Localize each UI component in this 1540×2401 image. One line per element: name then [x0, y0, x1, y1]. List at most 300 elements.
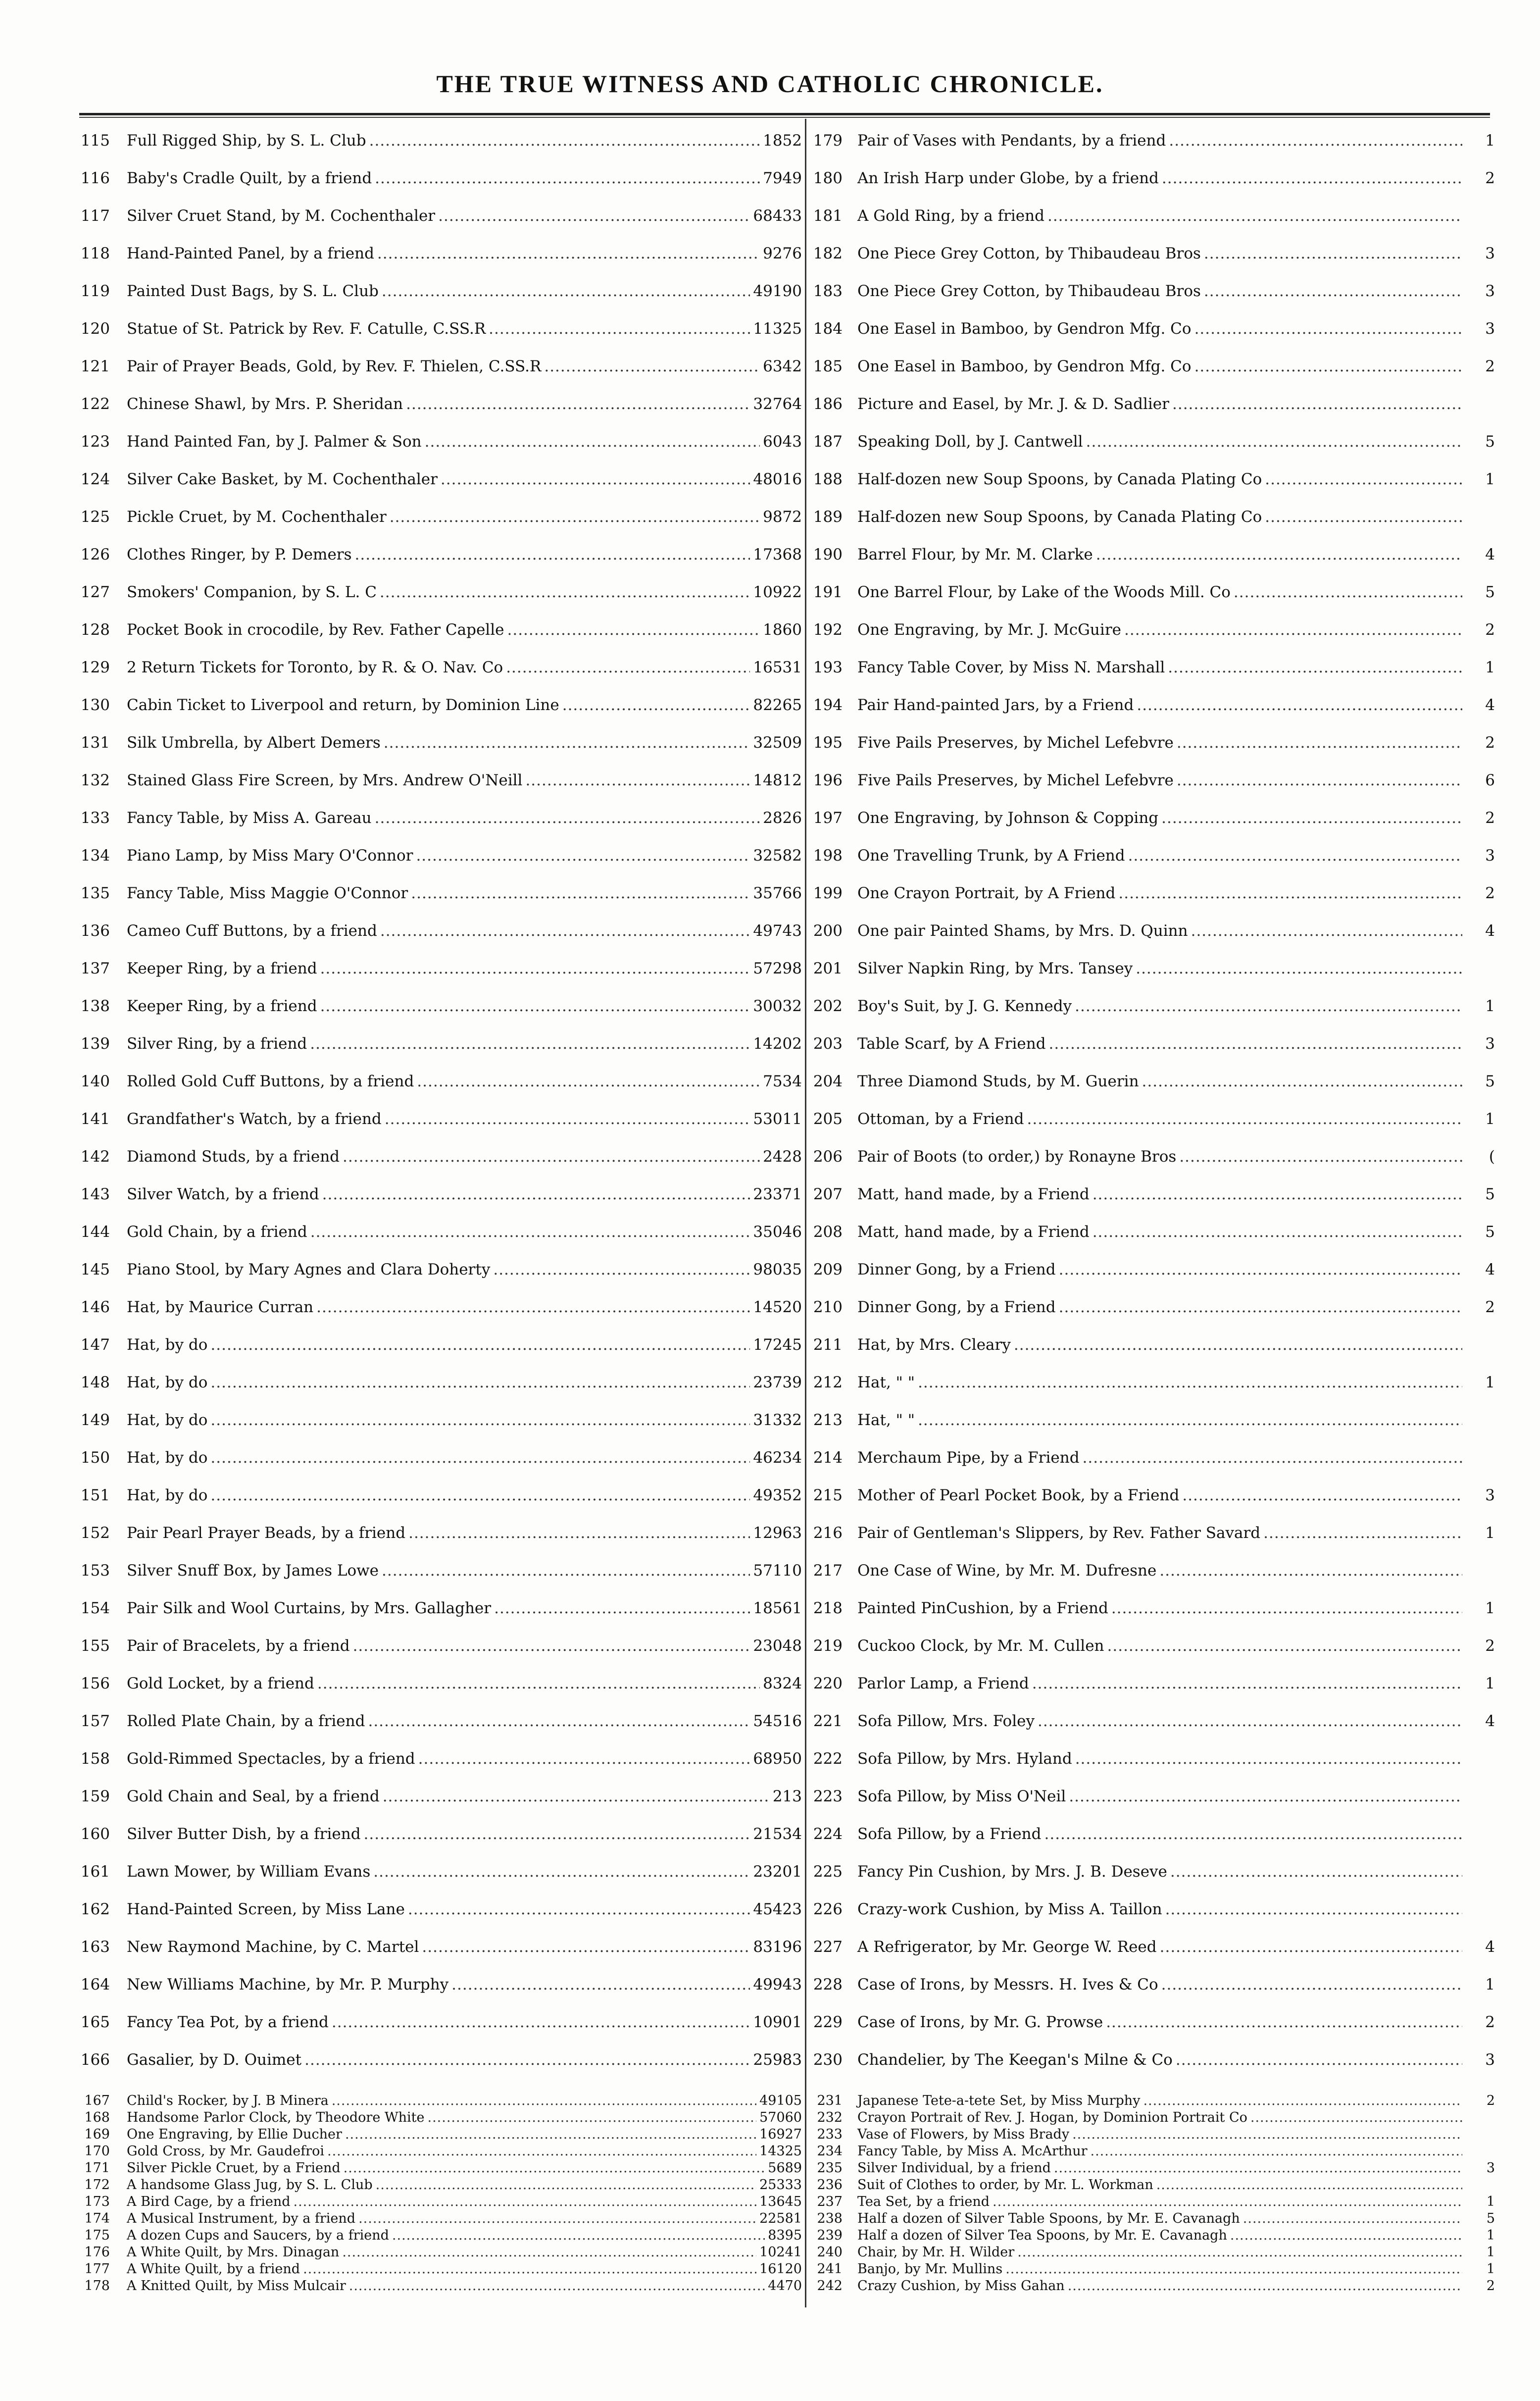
- list-item: [74, 1334, 802, 1356]
- item-number: 120: [80, 320, 110, 338]
- leader-dots: [1072, 2126, 1462, 2143]
- item-number: 147: [80, 1336, 110, 1354]
- list-item: [74, 2210, 802, 2227]
- item-description: Silver Napkin Ring, by Mrs. Tansey: [857, 960, 1133, 977]
- item-description: Keeper Ring, by a friend: [127, 960, 317, 977]
- leader-dots: [1168, 657, 1462, 678]
- leader-dots: [294, 2194, 757, 2210]
- item-number: 194: [813, 696, 843, 714]
- leader-dots: [1230, 2227, 1462, 2244]
- item-number: 227: [813, 1938, 843, 1956]
- item-description: Silver Butter Dish, by a friend: [127, 1825, 361, 1843]
- ticket-number: 2: [1485, 358, 1495, 375]
- item-description: Hat, by do: [127, 1374, 208, 1391]
- list-item: [812, 506, 1495, 528]
- item-number: 118: [80, 245, 110, 262]
- ticket-number: 7534: [763, 1073, 802, 1090]
- ticket-number: 10922: [753, 583, 802, 601]
- list-item: [812, 958, 1495, 979]
- item-description: One pair Painted Shams, by Mrs. D. Quinn: [857, 922, 1188, 940]
- ticket-number: 25333: [759, 2177, 802, 2193]
- leader-dots: [1059, 1296, 1462, 1318]
- list-item: [812, 2261, 1495, 2278]
- item-number: 238: [817, 2211, 843, 2226]
- ticket-number: 25983: [753, 2051, 802, 2069]
- leader-dots: [1047, 205, 1462, 227]
- leader-dots: [332, 2011, 750, 2033]
- ticket-number: 1: [1485, 1374, 1495, 1391]
- header-rule: [79, 113, 1490, 115]
- list-item: [74, 807, 802, 829]
- list-item: [812, 1748, 1495, 1770]
- item-description: Cuckoo Clock, by Mr. M. Cullen: [857, 1637, 1104, 1655]
- list-item: [74, 1484, 802, 1506]
- leader-dots: [316, 1296, 750, 1318]
- item-number: 237: [817, 2194, 843, 2209]
- ticket-number: 23201: [753, 1863, 802, 1881]
- item-description: Picture and Easel, by Mr. J. & D. Sadlier: [857, 395, 1169, 413]
- item-description: Hat, " ": [857, 1374, 915, 1391]
- list-item: [812, 807, 1495, 829]
- ticket-number: 2: [1485, 2013, 1495, 2031]
- ticket-number: 2: [1485, 884, 1495, 902]
- ticket-number: 1: [1485, 659, 1495, 676]
- leader-dots: [1204, 243, 1462, 264]
- item-number: 179: [813, 132, 843, 150]
- list-item: [812, 205, 1495, 227]
- leader-dots: [210, 1334, 750, 1356]
- item-description: Fancy Tea Pot, by a friend: [127, 2013, 329, 2031]
- leader-dots: [1162, 167, 1462, 189]
- leader-dots: [1170, 1861, 1462, 1883]
- leader-dots: [918, 1409, 1462, 1431]
- ticket-number: 2: [1485, 1637, 1495, 1655]
- ticket-number: 83196: [753, 1938, 802, 1956]
- list-item: [812, 2210, 1495, 2227]
- leader-dots: [1069, 1786, 1462, 1807]
- item-number: 196: [813, 771, 843, 789]
- list-item: [74, 2177, 802, 2194]
- item-description: Hat, by Mrs. Cleary: [857, 1336, 1011, 1354]
- ticket-number: 1: [1485, 1675, 1495, 1692]
- item-description: Ottoman, by a Friend: [857, 1110, 1024, 1128]
- leader-dots: [1136, 958, 1462, 979]
- list-item: [74, 958, 802, 979]
- item-description: Gold Chain, by a friend: [127, 1223, 307, 1241]
- list-item: [74, 1974, 802, 1995]
- item-number: 191: [813, 583, 843, 601]
- ticket-number: 5: [1485, 1073, 1495, 1090]
- list-item: [74, 920, 802, 942]
- item-description: Stained Glass Fire Screen, by Mrs. Andrew O'Neill: [127, 771, 523, 789]
- item-description: A dozen Cups and Saucers, by a friend: [127, 2228, 389, 2243]
- list-item: [74, 2160, 802, 2177]
- item-number: 150: [80, 1449, 110, 1467]
- list-item: [812, 2093, 1495, 2109]
- list-item: [812, 581, 1495, 603]
- ticket-number: 49352: [753, 1486, 802, 1504]
- list-item: [812, 845, 1495, 867]
- item-description: Half a dozen of Silver Table Spoons, by Mr. E. Cavanagh: [857, 2211, 1240, 2226]
- item-number: 137: [80, 960, 110, 977]
- ticket-number: 8395: [768, 2228, 802, 2243]
- list-item: [812, 1673, 1495, 1694]
- ticket-number: 4: [1485, 1261, 1495, 1278]
- leader-dots: [1176, 2049, 1462, 2071]
- ticket-number: 1: [1485, 997, 1495, 1015]
- list-item: [74, 1372, 802, 1393]
- list-item: [74, 1597, 802, 1619]
- ticket-number: 213: [772, 1788, 802, 1805]
- leader-dots: [1137, 694, 1462, 716]
- leader-dots: [1179, 1146, 1462, 1168]
- list-item: [812, 2143, 1495, 2160]
- ticket-number: 4: [1485, 546, 1495, 563]
- list-item: [74, 2093, 802, 2109]
- leader-dots: [1032, 1673, 1462, 1694]
- ticket-number: 82265: [753, 696, 802, 714]
- list-item: [74, 1673, 802, 1694]
- leader-dots: [1068, 2278, 1462, 2295]
- leader-dots: [382, 1560, 750, 1582]
- list-item: [812, 1974, 1495, 1995]
- list-item: [812, 431, 1495, 453]
- item-number: 131: [80, 734, 110, 752]
- list-item: [812, 1898, 1495, 1920]
- item-number: 122: [80, 395, 110, 413]
- item-description: Hat, " ": [857, 1411, 915, 1429]
- list-item: [74, 694, 802, 716]
- list-item: [812, 1372, 1495, 1393]
- leader-dots: [428, 2109, 757, 2126]
- item-description: Silver Snuff Box, by James Lowe: [127, 1562, 379, 1580]
- list-item: [74, 130, 802, 152]
- item-description: Cabin Ticket to Liverpool and return, by Dominion Line: [127, 696, 559, 714]
- leader-dots: [918, 1372, 1462, 1393]
- item-number: 217: [813, 1562, 843, 1580]
- ticket-number: 16927: [759, 2127, 802, 2142]
- item-number: 211: [813, 1336, 843, 1354]
- leader-dots: [304, 2049, 750, 2071]
- item-description: Gold-Rimmed Spectacles, by a friend: [127, 1750, 415, 1768]
- item-number: 221: [813, 1712, 843, 1730]
- leader-dots: [1169, 130, 1462, 152]
- list-item: [74, 1898, 802, 1920]
- ticket-number: 7949: [763, 169, 802, 187]
- leader-dots: [1054, 2160, 1462, 2177]
- item-description: A White Quilt, by a friend: [127, 2261, 300, 2277]
- ticket-number: 18561: [753, 1599, 802, 1617]
- item-number: 177: [84, 2261, 110, 2277]
- item-number: 170: [84, 2144, 110, 2159]
- item-number: 173: [84, 2194, 110, 2209]
- list-item: [74, 2278, 802, 2295]
- list-item: [74, 1108, 802, 1130]
- list-item: [812, 2244, 1495, 2261]
- item-description: Diamond Studs, by a friend: [127, 1148, 340, 1166]
- item-number: 184: [813, 320, 843, 338]
- item-description: Rolled Gold Cuff Buttons, by a friend: [127, 1073, 414, 1090]
- item-number: 175: [84, 2228, 110, 2243]
- item-number: 123: [80, 433, 110, 451]
- item-description: Handsome Parlor Clock, by Theodore White: [127, 2110, 425, 2125]
- leader-dots: [1093, 1221, 1462, 1243]
- item-number: 166: [80, 2051, 110, 2069]
- item-number: 121: [80, 358, 110, 375]
- item-number: 180: [813, 169, 843, 187]
- item-description: A handsome Glass Jug, by S. L. Club: [127, 2177, 373, 2193]
- item-number: 193: [813, 659, 843, 676]
- item-description: Baby's Cradle Quilt, by a friend: [127, 169, 372, 187]
- ticket-number: 1: [1485, 132, 1495, 150]
- leader-dots: [355, 544, 750, 565]
- list-item: [74, 544, 802, 565]
- item-description: Dinner Gong, by a Friend: [857, 1298, 1056, 1316]
- item-description: Case of Irons, by Mr. G. Prowse: [857, 2013, 1103, 2031]
- list-item: [812, 2194, 1495, 2210]
- ticket-number: 31332: [753, 1411, 802, 1429]
- item-number: 158: [80, 1750, 110, 1768]
- ticket-number: 17245: [753, 1336, 802, 1354]
- item-number: 167: [84, 2093, 110, 2108]
- list-item: [812, 1597, 1495, 1619]
- item-description: Barrel Flour, by Mr. M. Clarke: [857, 546, 1093, 563]
- item-number: 116: [80, 169, 110, 187]
- leader-dots: [327, 2143, 756, 2160]
- item-description: Pair of Prayer Beads, Gold, by Rev. F. Thielen, C.SS.R: [127, 358, 542, 375]
- list-item: [812, 1786, 1495, 1807]
- item-description: A Gold Ring, by a friend: [857, 207, 1044, 225]
- item-description: Gold Cross, by Mr. Gaudefroi: [127, 2144, 325, 2159]
- leader-dots: [1090, 2143, 1462, 2160]
- leader-dots: [1107, 1635, 1462, 1657]
- item-description: Table Scarf, by A Friend: [857, 1035, 1046, 1053]
- ticket-number: 53011: [753, 1110, 802, 1128]
- list-item: [74, 2194, 802, 2210]
- item-number: 236: [817, 2177, 843, 2193]
- leader-dots: [562, 694, 750, 716]
- item-description: Hand-Painted Panel, by a friend: [127, 245, 374, 262]
- ticket-number: 1: [1486, 2194, 1495, 2209]
- list-item: [74, 1409, 802, 1431]
- item-description: Matt, hand made, by a Friend: [857, 1223, 1090, 1241]
- leader-dots: [1161, 807, 1462, 829]
- ticket-number: 16531: [753, 659, 802, 676]
- leader-dots: [494, 1597, 750, 1619]
- list-item: [74, 1033, 802, 1055]
- item-description: Clothes Ringer, by P. Demers: [127, 546, 352, 563]
- ticket-number: 1: [1486, 2228, 1495, 2243]
- list-item: [74, 2244, 802, 2261]
- item-description: Hat, by do: [127, 1336, 208, 1354]
- leader-dots: [1177, 769, 1462, 791]
- item-number: 140: [80, 1073, 110, 1090]
- item-description: Chinese Shawl, by Mrs. P. Sheridan: [127, 395, 403, 413]
- ticket-number: 5: [1485, 583, 1495, 601]
- list-item: [812, 769, 1495, 791]
- leader-dots: [1159, 1560, 1462, 1582]
- item-number: 222: [813, 1750, 843, 1768]
- list-item: [812, 1861, 1495, 1883]
- item-description: Three Diamond Studs, by M. Guerin: [857, 1073, 1139, 1090]
- leader-dots: [310, 1221, 750, 1243]
- item-number: 190: [813, 546, 843, 563]
- ticket-number: 3: [1485, 1035, 1495, 1053]
- leader-dots: [369, 130, 760, 152]
- leader-dots: [1059, 1259, 1462, 1280]
- item-number: 188: [813, 470, 843, 488]
- item-description: Rolled Plate Chain, by a friend: [127, 1712, 365, 1730]
- ticket-number: 46234: [753, 1449, 802, 1467]
- ticket-number: 1: [1485, 1976, 1495, 1993]
- ticket-number: 23371: [753, 1185, 802, 1203]
- leader-dots: [544, 356, 760, 377]
- item-number: 233: [817, 2127, 843, 2142]
- list-item: [812, 2126, 1495, 2143]
- item-description: Silk Umbrella, by Albert Demers: [127, 734, 381, 752]
- leader-dots: [1075, 1748, 1462, 1770]
- list-item: [812, 1334, 1495, 1356]
- item-number: 224: [813, 1825, 843, 1843]
- leader-dots: [418, 1748, 750, 1770]
- list-item: [812, 167, 1495, 189]
- item-number: 138: [80, 997, 110, 1015]
- ticket-number: 5689: [768, 2160, 802, 2176]
- leader-dots: [1106, 2011, 1462, 2033]
- item-description: Full Rigged Ship, by S. L. Club: [127, 132, 366, 150]
- list-item: [74, 581, 802, 603]
- item-number: 148: [80, 1374, 110, 1391]
- leader-dots: [380, 920, 750, 942]
- leader-dots: [1005, 2261, 1462, 2278]
- list-item: [812, 356, 1495, 377]
- item-description: Japanese Tete-a-tete Set, by Miss Murphy: [857, 2093, 1141, 2108]
- list-item: [74, 1447, 802, 1469]
- leader-dots: [1118, 882, 1462, 904]
- list-item: [74, 356, 802, 377]
- ticket-number: 4470: [768, 2278, 802, 2294]
- item-number: 240: [817, 2245, 843, 2260]
- item-number: 130: [80, 696, 110, 714]
- leader-dots: [1038, 1710, 1462, 1732]
- list-item: [74, 845, 802, 867]
- item-number: 212: [813, 1374, 843, 1391]
- item-number: 174: [84, 2211, 110, 2226]
- leader-dots: [377, 243, 760, 264]
- ticket-number: 3: [1486, 2160, 1495, 2176]
- item-number: 119: [80, 282, 110, 300]
- item-description: Dinner Gong, by a Friend: [857, 1261, 1056, 1278]
- ticket-number: 3: [1485, 847, 1495, 865]
- item-number: 176: [84, 2245, 110, 2260]
- ticket-number: 16120: [759, 2261, 802, 2277]
- list-item: [74, 882, 802, 904]
- ticket-number: 57298: [753, 960, 802, 977]
- ticket-number: 10901: [753, 2013, 802, 2031]
- item-description: Pair Silk and Wool Curtains, by Mrs. Gallagher: [127, 1599, 492, 1617]
- item-description: Smokers' Companion, by S. L. C: [127, 583, 377, 601]
- item-number: 124: [80, 470, 110, 488]
- ticket-number: 1: [1485, 1599, 1495, 1617]
- item-description: Hat, by do: [127, 1411, 208, 1429]
- leader-dots: [416, 845, 750, 867]
- ticket-number: 12963: [753, 1524, 802, 1542]
- list-item: [812, 1560, 1495, 1582]
- leader-dots: [1250, 2109, 1462, 2126]
- leader-dots: [1265, 506, 1462, 528]
- list-item: [812, 882, 1495, 904]
- item-number: 199: [813, 884, 843, 902]
- list-item: [812, 130, 1495, 152]
- ticket-number: 49743: [753, 922, 802, 940]
- ticket-number: (: [1489, 1148, 1495, 1166]
- item-number: 165: [80, 2013, 110, 2031]
- item-description: Silver Cake Basket, by M. Cochenthaler: [127, 470, 438, 488]
- item-description: Chair, by Mr. H. Wilder: [857, 2245, 1015, 2260]
- list-item: [74, 2143, 802, 2160]
- item-number: 195: [813, 734, 843, 752]
- list-item: [74, 280, 802, 302]
- item-description: Pair of Vases with Pendants, by a friend: [857, 132, 1166, 150]
- item-description: New Raymond Machine, by C. Martel: [127, 1938, 419, 1956]
- leader-dots: [1191, 920, 1462, 942]
- item-description: Painted PinCushion, by a Friend: [857, 1599, 1108, 1617]
- item-number: 152: [80, 1524, 110, 1542]
- item-number: 189: [813, 508, 843, 526]
- ticket-number: 2428: [763, 1148, 802, 1166]
- ticket-number: 14202: [753, 1035, 802, 1053]
- list-item: [812, 2278, 1495, 2295]
- leader-dots: [1156, 2177, 1462, 2194]
- ticket-number: 49190: [753, 282, 802, 300]
- item-number: 126: [80, 546, 110, 563]
- leader-dots: [375, 167, 760, 189]
- item-description: Five Pails Preserves, by Michel Lefebvre: [857, 771, 1174, 789]
- item-number: 206: [813, 1148, 843, 1166]
- ticket-number: 21534: [753, 1825, 802, 1843]
- list-item: [812, 1296, 1495, 1318]
- item-number: 219: [813, 1637, 843, 1655]
- item-description: Mother of Pearl Pocket Book, by a Friend: [857, 1486, 1180, 1504]
- item-number: 241: [817, 2261, 843, 2277]
- list-item: [812, 1409, 1495, 1431]
- leader-dots: [1017, 2244, 1462, 2261]
- item-number: 145: [80, 1261, 110, 1278]
- item-number: 125: [80, 508, 110, 526]
- item-number: 171: [84, 2160, 110, 2176]
- leader-dots: [1111, 1597, 1462, 1619]
- ticket-number: 9872: [763, 508, 802, 526]
- list-item: [812, 544, 1495, 565]
- ticket-number: 3: [1485, 320, 1495, 338]
- item-number: 234: [817, 2144, 843, 2159]
- item-number: 208: [813, 1223, 843, 1241]
- leader-dots: [1265, 468, 1462, 490]
- item-description: Silver Individual, by a friend: [857, 2160, 1051, 2176]
- column-divider: [805, 119, 806, 2307]
- leader-dots: [525, 769, 750, 791]
- ticket-number: 54516: [753, 1712, 802, 1730]
- item-description: Pair of Bracelets, by a friend: [127, 1637, 350, 1655]
- leader-dots: [390, 506, 760, 528]
- ticket-number: 4: [1485, 1712, 1495, 1730]
- item-description: Grandfather's Watch, by a friend: [127, 1110, 382, 1128]
- list-item: [74, 657, 802, 678]
- item-number: 132: [80, 771, 110, 789]
- ticket-number: 2: [1485, 809, 1495, 827]
- item-description: Silver Cruet Stand, by M. Cochenthaler: [127, 207, 436, 225]
- list-item: [74, 1221, 802, 1243]
